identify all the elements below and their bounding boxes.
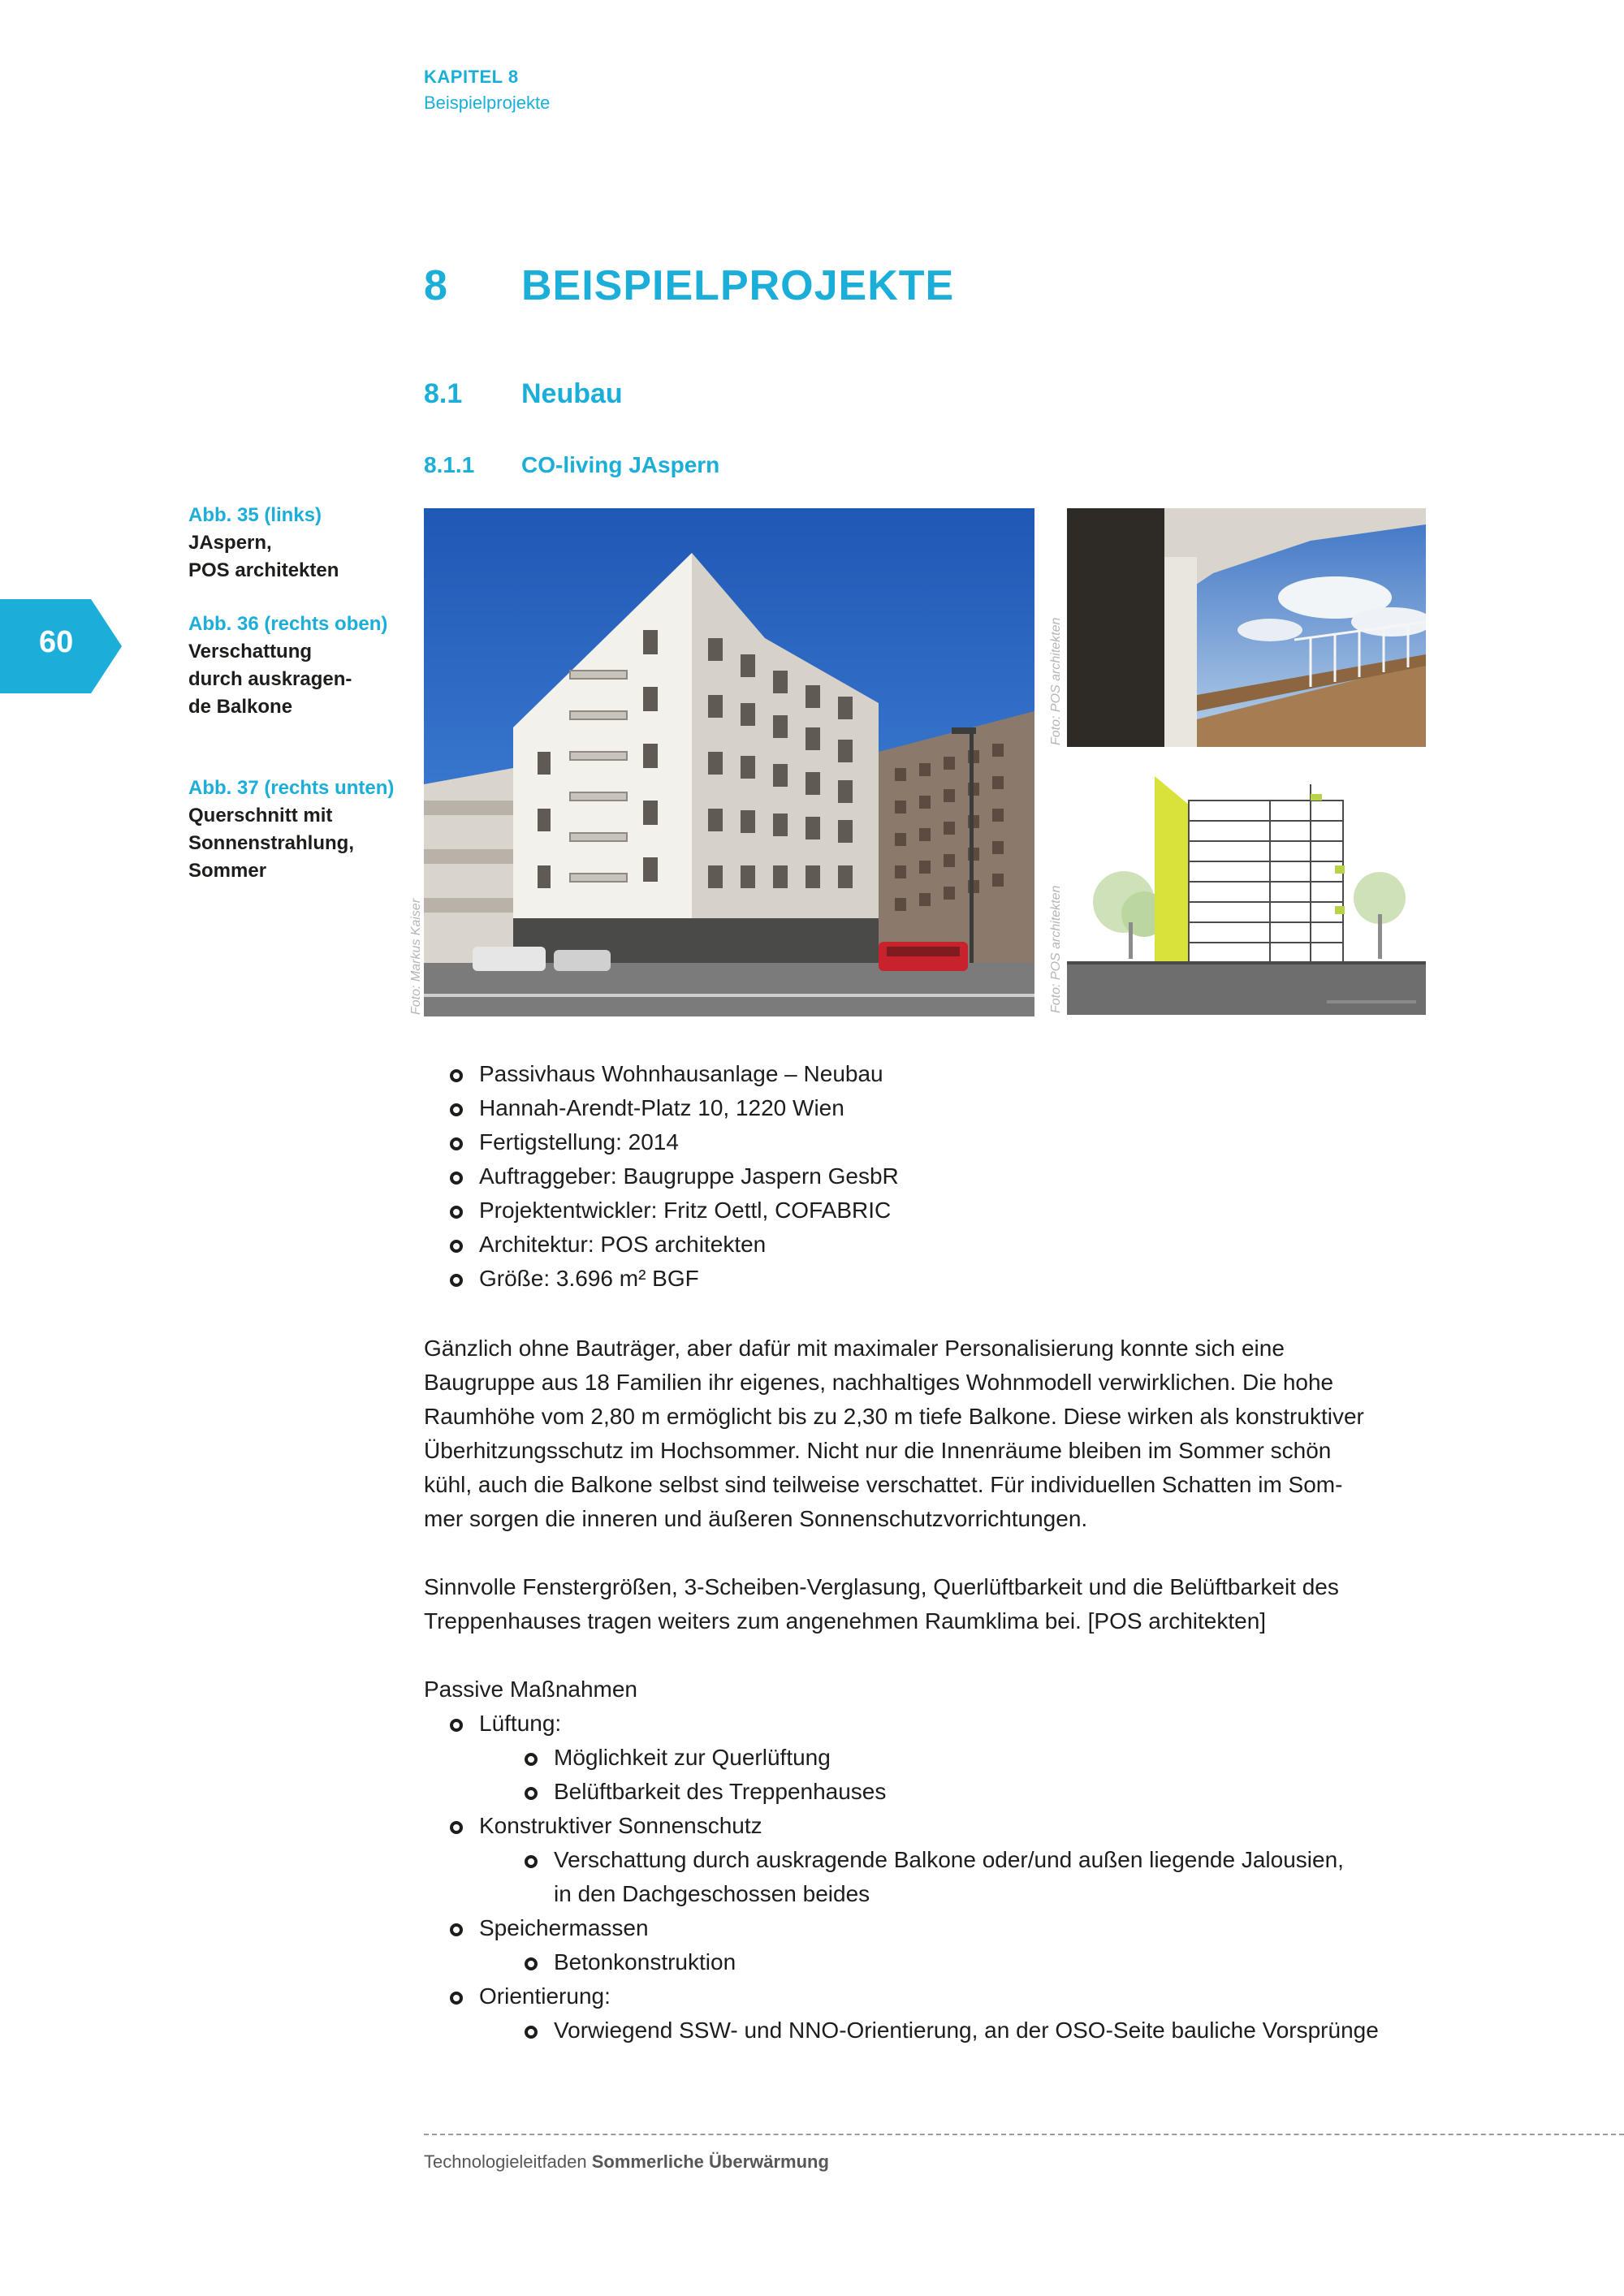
list-item: Speichermassen bbox=[424, 1911, 1379, 1945]
caption-text: POS architekten bbox=[188, 559, 339, 581]
bullet-icon bbox=[450, 1719, 463, 1732]
caption-text: de Balkone bbox=[188, 696, 293, 718]
list-item: Möglichkeit zur Querlüftung bbox=[424, 1741, 1379, 1775]
footer-prefix: Technologieleitfaden bbox=[424, 2151, 587, 2172]
footer bbox=[424, 2151, 829, 2173]
measures-sublist bbox=[424, 2013, 1379, 2048]
caption-label: Abb. 35 (links) bbox=[188, 504, 322, 526]
heading2-number: 8.1 bbox=[424, 378, 463, 409]
list-item: Auftraggeber: Baugruppe Jaspern GesbR bbox=[424, 1159, 899, 1193]
bullet-icon bbox=[450, 1206, 463, 1219]
list-item: Belüftbarkeit des Treppenhauses bbox=[424, 1775, 1379, 1809]
bullet-icon bbox=[525, 1787, 538, 1800]
text-line: Baugruppe aus 18 Familien ihr eigenes, nachhaltiges Wohnmodell verwirklichen. Die hohe bbox=[424, 1370, 1334, 1395]
list-item: Passivhaus Wohnhausanlage – Neubau bbox=[424, 1057, 899, 1091]
bullet-icon bbox=[525, 1957, 538, 1970]
balcony-photo bbox=[1067, 508, 1426, 747]
page-number: 60 bbox=[39, 625, 74, 659]
measures-title: Passive Maßnahmen bbox=[424, 1677, 638, 1702]
cross-section-drawing bbox=[1067, 776, 1426, 1015]
caption-label: Abb. 36 (rechts oben) bbox=[188, 613, 388, 635]
list-item: Betonkonstruktion bbox=[424, 1945, 1379, 1979]
body-paragraph-1 bbox=[424, 1331, 1439, 1536]
footer-title: Sommerliche Überwärmung bbox=[591, 2151, 829, 2172]
caption-text: JAspern, bbox=[188, 532, 272, 554]
heading3-number: 8.1.1 bbox=[424, 452, 475, 477]
list-item: Fertigstellung: 2014 bbox=[424, 1125, 899, 1159]
list-item: Projektentwickler: Fritz Oettl, COFABRIC bbox=[424, 1193, 899, 1228]
text-line: Raumhöhe vom 2,80 m ermöglicht bis zu 2,30 m tiefe Balkone. Diese wirken als konstruktiver bbox=[424, 1404, 1364, 1429]
photo-credit-top-right: Foto: POS architekten bbox=[1049, 617, 1063, 745]
running-header-chapter: KAPITEL 8 bbox=[424, 67, 519, 87]
measures-group bbox=[424, 1809, 1379, 1843]
list-item: Größe: 3.696 m² BGF bbox=[424, 1262, 899, 1296]
caption-label: Abb. 37 (rechts unten) bbox=[188, 777, 395, 799]
bullet-icon bbox=[450, 1103, 463, 1116]
bullet-icon bbox=[450, 1923, 463, 1936]
measures-group bbox=[424, 1979, 1379, 2013]
bullet-icon bbox=[525, 2026, 538, 2039]
measures-sublist bbox=[424, 1741, 1379, 1809]
caption-text: Sommer bbox=[188, 860, 267, 882]
list-item: Konstruktiver Sonnenschutz bbox=[424, 1809, 1379, 1843]
text-line: mer sorgen die inneren und äußeren Sonnenschutzvorrichtungen. bbox=[424, 1506, 1088, 1531]
bullet-icon bbox=[450, 1992, 463, 2005]
body-paragraph-2 bbox=[424, 1570, 1439, 1638]
list-item: Orientierung: bbox=[424, 1979, 1379, 2013]
measures-sublist bbox=[424, 1843, 1379, 1911]
caption-figure-37 bbox=[188, 775, 400, 885]
measures-list bbox=[424, 1707, 1379, 2048]
bullet-icon bbox=[450, 1172, 463, 1185]
photo-credit-bottom-right: Foto: POS architekten bbox=[1049, 885, 1063, 1013]
text-line: Sinnvolle Fenstergrößen, 3-Scheiben-Verglasung, Querlüftbarkeit und die Belüftbarkeit des bbox=[424, 1574, 1339, 1599]
list-item: Verschattung durch auskragende Balkone oder/und außen liegende Jalousien, bbox=[424, 1843, 1379, 1877]
list-item: Hannah-Arendt-Platz 10, 1220 Wien bbox=[424, 1091, 899, 1125]
bullet-icon bbox=[450, 1137, 463, 1150]
bullet-icon bbox=[450, 1821, 463, 1834]
bullet-icon bbox=[525, 1855, 538, 1868]
footer-divider bbox=[424, 2134, 1624, 2135]
heading2-title: Neubau bbox=[521, 378, 623, 409]
list-item: Vorwiegend SSW- und NNO-Orientierung, an der OSO-Seite bauliche Vorsprünge bbox=[424, 2013, 1379, 2048]
list-item-continuation: in den Dachgeschossen beides bbox=[554, 1881, 870, 1906]
text-line: Überhitzungsschutz im Hochsommer. Nicht nur die Innenräume bleiben im Sommer schön bbox=[424, 1438, 1332, 1463]
bullet-icon bbox=[450, 1274, 463, 1287]
measures-sublist bbox=[424, 1945, 1379, 1979]
heading1-number: 8 bbox=[424, 262, 448, 309]
running-header-section: Beispielprojekte bbox=[424, 93, 551, 113]
text-line: Gänzlich ohne Bauträger, aber dafür mit maximaler Personalisierung konnte sich eine bbox=[424, 1336, 1285, 1361]
caption-text: Sonnenstrahlung, bbox=[188, 832, 354, 854]
caption-text: Verschattung bbox=[188, 641, 313, 662]
text-line: kühl, auch die Balkone selbst sind teilweise verschattet. Für individuellen Schatten im Som- bbox=[424, 1472, 1343, 1497]
text-line: Treppenhauses tragen weiters zum angenehmen Raumklima bei. [POS architekten] bbox=[424, 1608, 1267, 1634]
building-photo bbox=[424, 508, 1034, 1016]
caption-text: durch auskragen- bbox=[188, 668, 352, 690]
photo-credit-main: Foto: Markus Kaiser bbox=[409, 898, 423, 1015]
caption-text: Querschnitt mit bbox=[188, 805, 333, 826]
bullet-icon bbox=[450, 1240, 463, 1253]
measures-group bbox=[424, 1911, 1379, 1945]
project-facts-list bbox=[424, 1057, 899, 1296]
heading3-title: CO-living JAspern bbox=[521, 452, 720, 477]
bullet-icon bbox=[450, 1069, 463, 1082]
heading1-title: BEISPIELPROJEKTE bbox=[521, 262, 955, 309]
caption-figure-35 bbox=[188, 502, 400, 585]
caption-figure-36 bbox=[188, 611, 400, 721]
list-item: Lüftung: bbox=[424, 1707, 1379, 1741]
bullet-icon bbox=[525, 1753, 538, 1766]
measures-group bbox=[424, 1707, 1379, 1741]
list-item: Architektur: POS architekten bbox=[424, 1228, 899, 1262]
